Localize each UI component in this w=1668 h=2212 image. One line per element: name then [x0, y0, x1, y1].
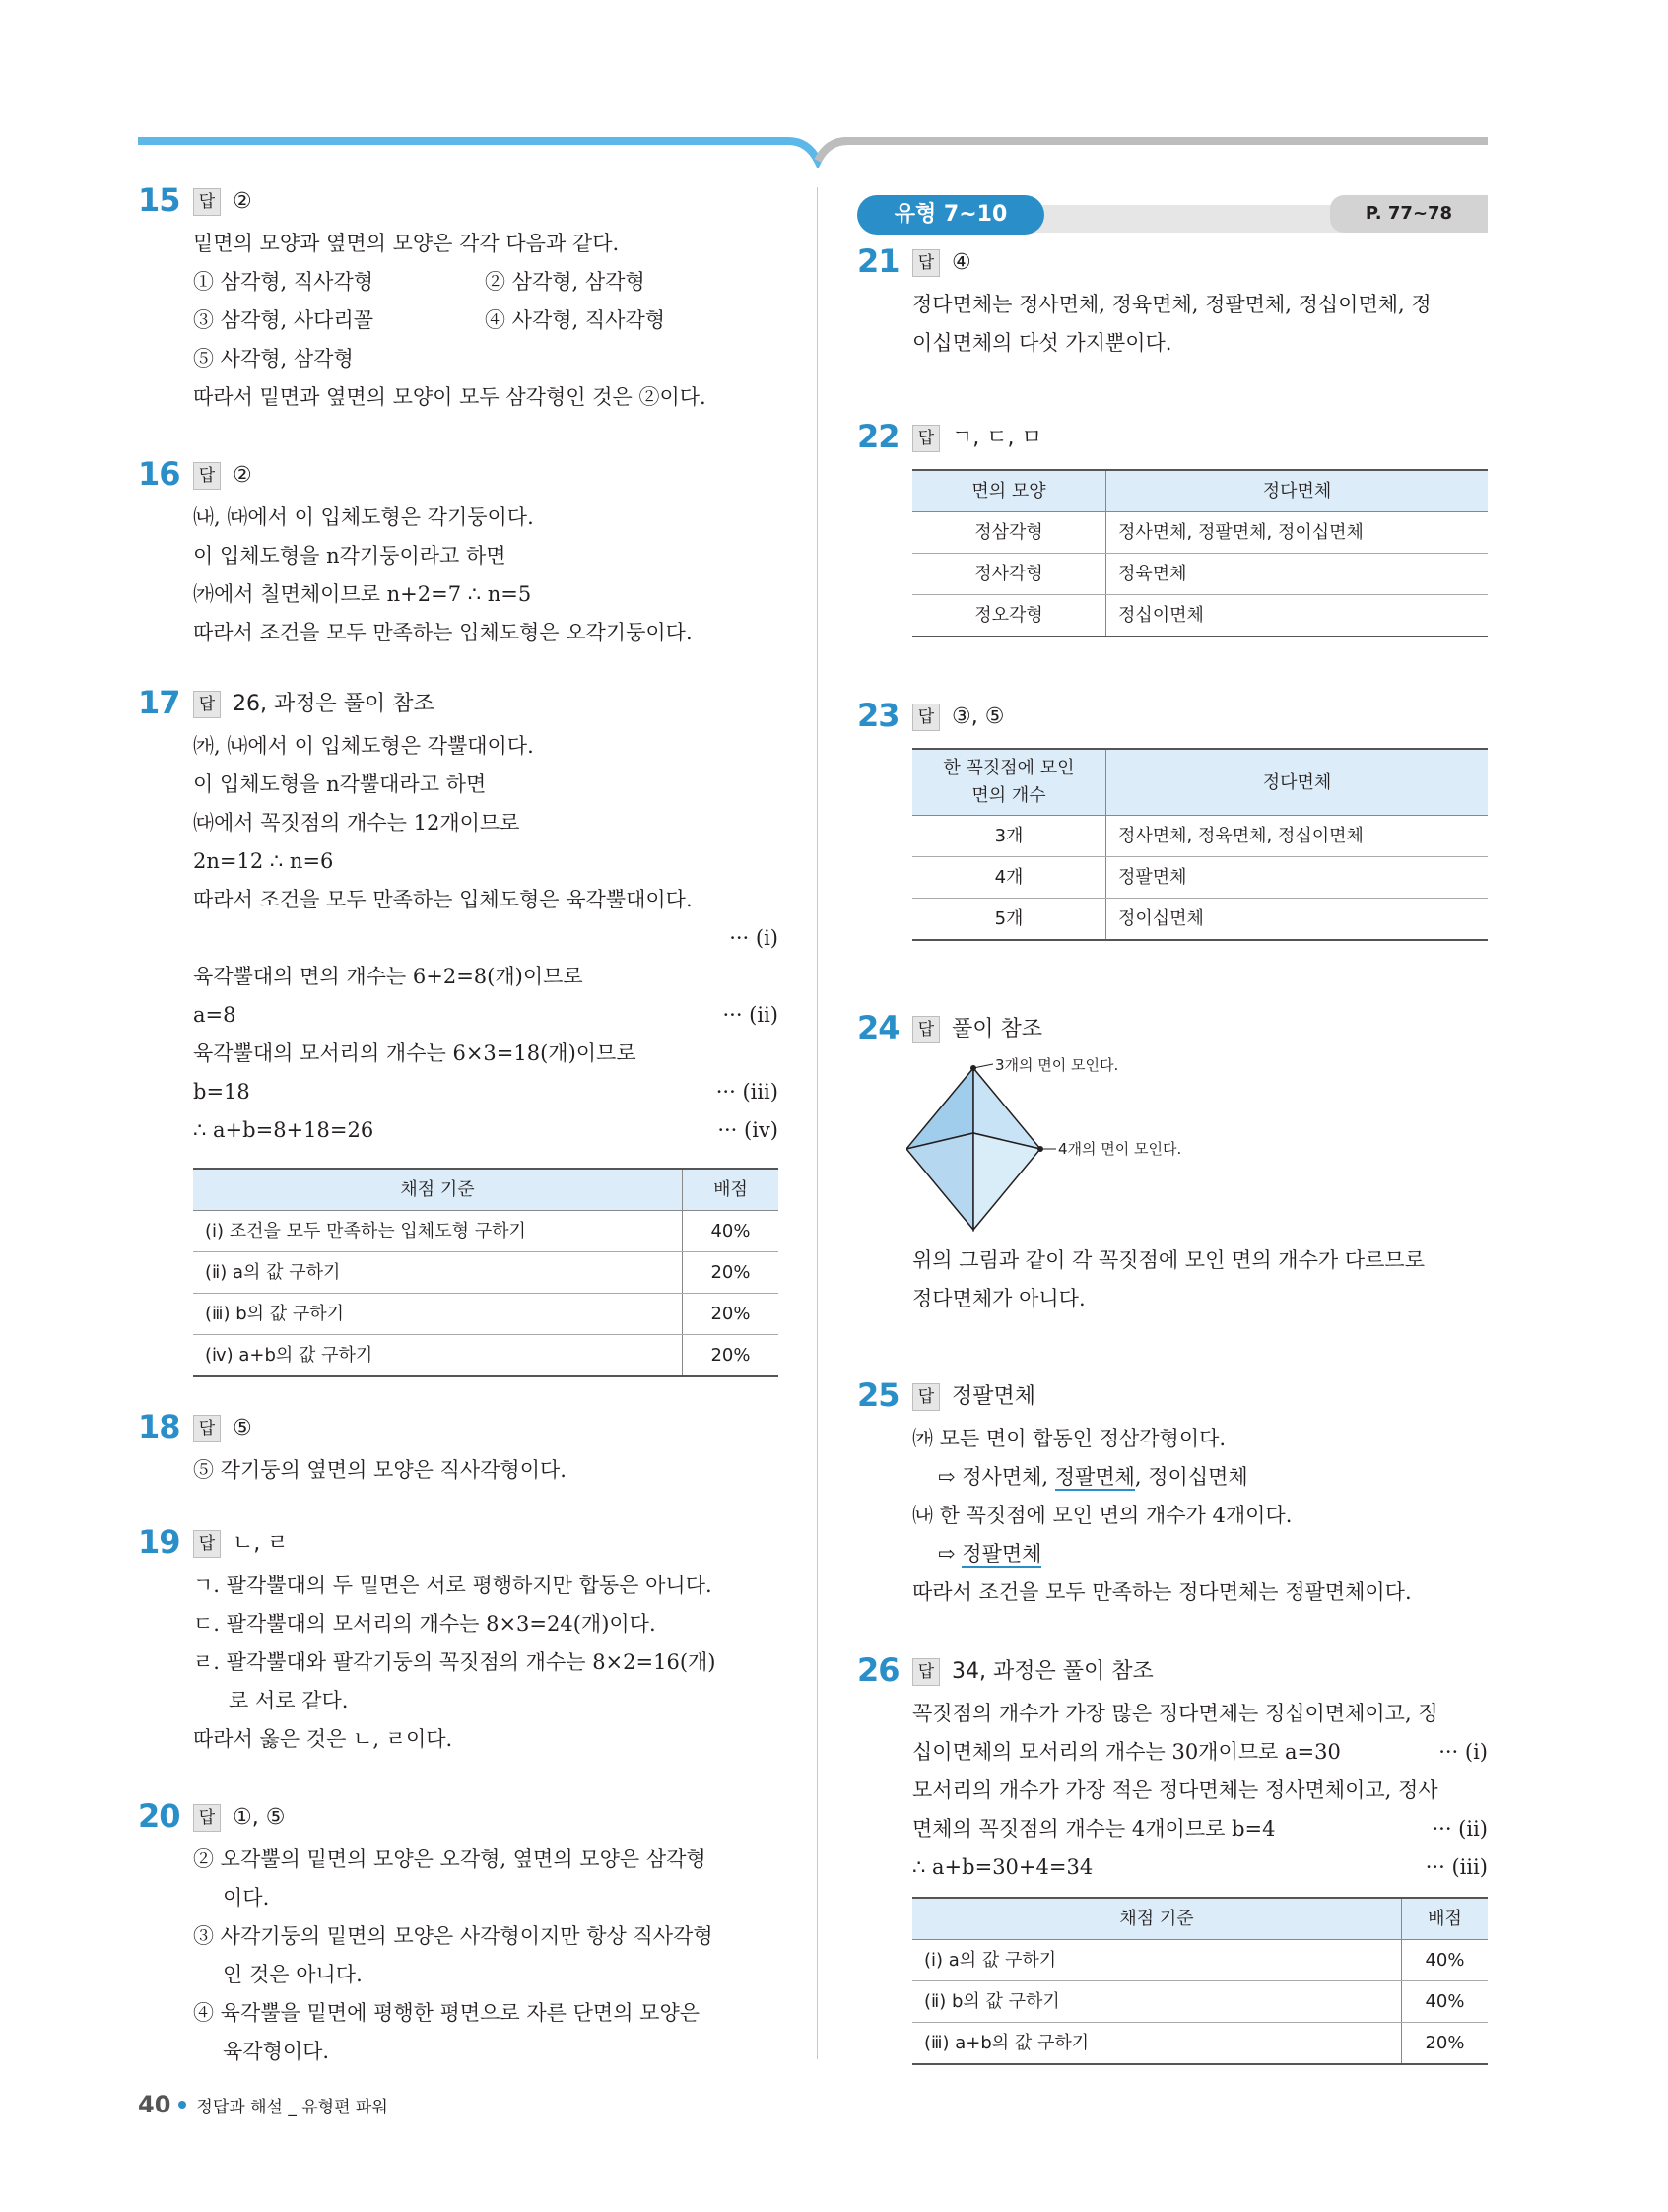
step-marker: ··· (ⅳ): [717, 1118, 778, 1142]
solution-line: a=8: [193, 1003, 236, 1027]
table-cell: 정이십면체: [1106, 899, 1489, 941]
solution-line: 따라서 조건을 모두 만족하는 입체도형은 육각뿔대이다.: [193, 888, 693, 911]
answer: ㄴ, ㄹ: [233, 1531, 289, 1556]
answer-label-icon: 답: [193, 1415, 221, 1442]
option: ⑤ 사각형, 삼각형: [193, 347, 354, 370]
answer-line: [193, 187, 252, 217]
problem-number: 24: [857, 1009, 900, 1046]
step-marker: ··· (ⅱ): [722, 1003, 778, 1027]
solution: [912, 1241, 1488, 1318]
solution-line: 육각뿔대의 모서리의 개수는 6×3=18(개)이므로: [193, 1041, 636, 1065]
table-header: 정다면체: [1106, 470, 1489, 512]
text-segment: ⇨ 정사면체,: [938, 1465, 1055, 1489]
solution: [193, 727, 778, 1377]
table-cell: 40%: [1402, 1940, 1489, 1981]
answer-label-icon: 답: [912, 249, 940, 277]
answer: 34, 과정은 풀이 참조: [952, 1659, 1154, 1684]
page-footer: [138, 2091, 388, 2118]
solution-line: 밑면의 모양과 옆면의 모양은 각각 다음과 같다.: [193, 232, 620, 255]
solution: [193, 1567, 778, 1759]
answer-label-icon: 답: [193, 1804, 221, 1832]
table-cell: 정오각형: [912, 595, 1106, 637]
table-header: 배점: [1402, 1898, 1489, 1940]
column-divider: [817, 187, 818, 2059]
answer: 정팔면체: [952, 1384, 1036, 1409]
table-header-line: 한 꼭짓점에 모인: [943, 758, 1075, 778]
solution-line: ∴ a+b=8+18=26: [193, 1118, 374, 1142]
table-cell: (ⅲ) b의 값 구하기: [193, 1294, 683, 1335]
problem-number: 25: [857, 1376, 900, 1414]
solution-line: ㈏, ㈐에서 이 입체도형은 각기둥이다.: [193, 505, 534, 529]
solution-line: ② 오각뿔의 밑면의 모양은 오각형, 옆면의 모양은 삼각형: [193, 1847, 706, 1871]
answer: ②: [233, 189, 252, 214]
table-header: 면의 모양: [912, 470, 1106, 512]
page-reference: P. 77~78: [1330, 195, 1488, 233]
answer: 풀이 참조: [952, 1017, 1043, 1041]
solution: [912, 748, 1488, 941]
table-cell: 정사면체, 정육면체, 정십이면체: [1106, 816, 1489, 857]
answer-label-icon: 답: [912, 1016, 940, 1043]
table-cell: 4개: [912, 857, 1106, 899]
solution-line: 이 입체도형을 n각뿔대라고 하면: [193, 772, 487, 796]
solution-line: 십이면체의 모서리의 개수는 30개이므로 a=30: [912, 1740, 1341, 1764]
option: ② 삼각형, 삼각형: [485, 270, 645, 294]
answer: ㄱ, ㄷ, ㅁ: [952, 426, 1042, 450]
vertex-table: [912, 748, 1488, 941]
answer-label-icon: 답: [912, 1383, 940, 1411]
table-cell: (ⅰ) 조건을 모두 만족하는 입체도형 구하기: [193, 1211, 683, 1252]
figure-label: 4개의 면이 모인다.: [1058, 1140, 1182, 1158]
answer: ②: [233, 463, 252, 488]
solution-line: ④ 육각뿔을 밑면에 평행한 평면으로 자른 단면의 모양은: [193, 2001, 701, 2025]
answer: ①, ⑤: [233, 1805, 286, 1830]
solution-line: 꼭짓점의 개수가 가장 많은 정다면체는 정십이면체이고, 정: [912, 1702, 1438, 1725]
answer: 26, 과정은 풀이 참조: [233, 692, 434, 716]
option: ③ 삼각형, 사다리꼴: [193, 308, 374, 332]
solution: [193, 499, 778, 652]
answer-line: [912, 248, 971, 278]
table-cell: (ⅱ) a의 값 구하기: [193, 1252, 683, 1294]
problem-number: 16: [138, 455, 180, 493]
step-marker: ··· (ⅱ): [1432, 1817, 1488, 1841]
highlighted-text: 정팔면체: [1054, 1465, 1135, 1489]
section-header: [857, 195, 1488, 236]
table-cell: (ⅱ) b의 값 구하기: [912, 1981, 1402, 2023]
answer-line: [912, 1015, 1042, 1044]
table-cell: (ⅰ) a의 값 구하기: [912, 1940, 1402, 1981]
answer-label-icon: 답: [193, 1530, 221, 1558]
solution-line: ㈏ 한 꼭짓점에 모인 면의 개수가 4개이다.: [912, 1504, 1293, 1527]
table-header: 채점 기준: [912, 1898, 1402, 1940]
table-cell: (ⅳ) a+b의 값 구하기: [193, 1335, 683, 1377]
problem-number: 22: [857, 418, 900, 455]
text-segment: ⇨: [938, 1542, 963, 1566]
problem-number: 15: [138, 181, 180, 219]
solution-line: 따라서 밑면과 옆면의 모양이 모두 삼각형인 것은 ②이다.: [193, 385, 706, 409]
answer-line: [193, 690, 434, 719]
step-marker: ··· (ⅲ): [1425, 1855, 1488, 1879]
solution-line: ㈐에서 꼭짓점의 개수는 12개이므로: [193, 811, 520, 835]
solution-line: 면체의 꼭짓점의 개수는 4개이므로 b=4: [912, 1817, 1276, 1841]
solution-line: ㈎ 모든 면이 합동인 정삼각형이다.: [912, 1427, 1227, 1450]
problem-number: 26: [857, 1651, 900, 1689]
solution-line: ㄷ. 팔각뿔대의 모서리의 개수는 8×3=24(개)이다.: [193, 1612, 656, 1636]
table-cell: 정사면체, 정팔면체, 정이십면체: [1106, 512, 1489, 554]
solution-line: 따라서 조건을 모두 만족하는 정다면체는 정팔면체이다.: [912, 1580, 1412, 1604]
solution: [912, 1420, 1488, 1612]
table-cell: 20%: [683, 1294, 779, 1335]
problem-number: 20: [138, 1797, 180, 1835]
solution-line: 인 것은 아니다.: [223, 1963, 363, 1986]
option: ④ 사각형, 직사각형: [485, 308, 666, 332]
answer: ⑤: [233, 1416, 252, 1441]
table-cell: 40%: [683, 1211, 779, 1252]
problem-number: 21: [857, 242, 900, 280]
solution-line: 로 서로 같다.: [229, 1689, 349, 1712]
solution: [912, 286, 1488, 363]
solution-line: 위의 그림과 같이 각 꼭짓점에 모인 면의 개수가 다르므로: [912, 1248, 1425, 1272]
solution-line: ㄹ. 팔각뿔대와 팔각기둥의 꼭짓점의 개수는 8×2=16(개): [193, 1650, 716, 1674]
table-header: 정다면체: [1106, 749, 1489, 816]
faces-table: [912, 469, 1488, 637]
table-cell: 20%: [683, 1252, 779, 1294]
table-cell: 정육면체: [1106, 554, 1489, 595]
solution-line: 따라서 옳은 것은 ㄴ, ㄹ이다.: [193, 1727, 453, 1751]
solution-line: 정다면체가 아니다.: [912, 1287, 1086, 1310]
page-number: 40: [138, 2091, 171, 2118]
table-cell: 정팔면체: [1106, 857, 1489, 899]
footer-title: 정답과 해설 _ 유형편 파워: [196, 2097, 388, 2117]
answer: ③, ⑤: [952, 704, 1005, 729]
options-row: [193, 302, 778, 340]
table-cell: 3개: [912, 816, 1106, 857]
answer-label-icon: 답: [912, 704, 940, 731]
solution-line: ㄱ. 팔각뿔대의 두 밑면은 서로 평행하지만 합동은 아니다.: [193, 1574, 712, 1597]
problem-number: 23: [857, 697, 900, 734]
answer-line: [912, 1382, 1035, 1412]
solution-line: ㈎에서 칠면체이므로 n+2=7 ∴ n=5: [193, 582, 532, 606]
table-cell: 정십이면체: [1106, 595, 1489, 637]
table-header: [912, 749, 1106, 816]
bipyramid-figure: [906, 1054, 1222, 1241]
solution-line: 육각뿔대의 면의 개수는 6+2=8(개)이므로: [193, 965, 583, 988]
solution-line: ㈎, ㈏에서 이 입체도형은 각뿔대이다.: [193, 734, 534, 758]
step-marker: ··· (ⅲ): [715, 1080, 778, 1104]
answer-label-icon: 답: [193, 188, 221, 216]
bullet-icon: [178, 2101, 186, 2109]
solution-line: 이십면체의 다섯 가지뿐이다.: [912, 331, 1172, 355]
solution-line: 정다면체는 정사면체, 정육면체, 정팔면체, 정십이면체, 정: [912, 293, 1432, 316]
type-badge: 유형 7~10: [857, 195, 1044, 235]
table-header: 채점 기준: [193, 1169, 683, 1211]
solution: [193, 225, 778, 417]
highlighted-text: 정팔면체: [962, 1542, 1042, 1566]
solution-line: 이 입체도형을 n각기둥이라고 하면: [193, 544, 506, 568]
problem-number: 17: [138, 684, 180, 721]
problem-number: 19: [138, 1523, 180, 1561]
solution-line: [912, 1535, 1488, 1574]
solution-line: 이다.: [223, 1886, 270, 1910]
figure-label: 3개의 면이 모인다.: [995, 1056, 1119, 1074]
problem-number: 18: [138, 1408, 180, 1445]
top-decorative-bar: [0, 0, 1668, 168]
answer-line: [912, 424, 1042, 453]
answer-line: [912, 1657, 1154, 1687]
scoring-table: [912, 1897, 1488, 2065]
answer-line: [193, 1414, 252, 1443]
step-marker: ··· (ⅰ): [1438, 1740, 1488, 1764]
solution-line: 따라서 조건을 모두 만족하는 입체도형은 오각기둥이다.: [193, 621, 693, 644]
answer-label-icon: 답: [193, 462, 221, 490]
solution-line: 모서리의 개수가 가장 적은 정다면체는 정사면체이고, 정사: [912, 1778, 1438, 1802]
answer-line: [193, 461, 252, 491]
step-marker: ··· (ⅰ): [729, 926, 778, 950]
solution-line: ③ 사각기둥의 밑면의 모양은 사각형이지만 항상 직사각형: [193, 1924, 713, 1948]
solution: [912, 469, 1488, 637]
solution-line: ⑤ 각기둥의 옆면의 모양은 직사각형이다.: [193, 1458, 567, 1482]
solution-line: 2n=12 ∴ n=6: [193, 849, 334, 873]
answer: ④: [952, 250, 971, 275]
table-header-line: 면의 개수: [971, 785, 1046, 806]
scoring-table: [193, 1168, 778, 1377]
solution-line: 육각형이다.: [223, 2040, 330, 2063]
answer-label-icon: 답: [193, 691, 221, 718]
solution: [193, 1451, 778, 1490]
solution: [912, 1695, 1488, 2065]
table-header: 배점: [683, 1169, 779, 1211]
solution: [193, 1841, 778, 2071]
solution-line: [912, 1458, 1488, 1497]
answer-label-icon: 답: [912, 425, 940, 452]
table-cell: 정사각형: [912, 554, 1106, 595]
text-segment: , 정이십면체: [1134, 1465, 1248, 1489]
solution-line: ∴ a+b=30+4=34: [912, 1855, 1094, 1879]
table-cell: 40%: [1402, 1981, 1489, 2023]
table-cell: 20%: [683, 1335, 779, 1377]
solution-line: b=18: [193, 1080, 250, 1104]
table-cell: 5개: [912, 899, 1106, 941]
table-cell: 20%: [1402, 2023, 1489, 2065]
table-cell: 정삼각형: [912, 512, 1106, 554]
answer-line: [912, 703, 1004, 732]
option: ① 삼각형, 직사각형: [193, 270, 374, 294]
table-cell: (ⅲ) a+b의 값 구하기: [912, 2023, 1402, 2065]
answer-line: [193, 1529, 289, 1559]
answer-label-icon: 답: [912, 1658, 940, 1686]
answer-line: [193, 1803, 285, 1833]
options-row: [193, 263, 778, 302]
